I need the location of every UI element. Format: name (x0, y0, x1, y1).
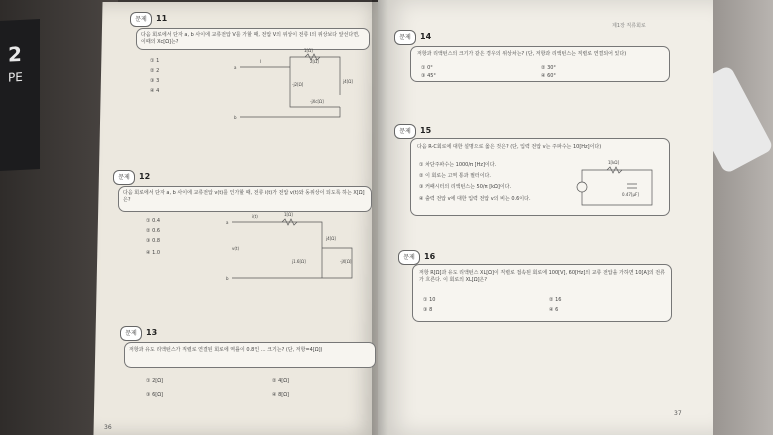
q16-box (412, 264, 672, 322)
q13-question: 저항과 유도 리액턴스가 직렬로 연결된 회로에 역률이 0.8인 ... 크기는? (단, 저항=4[Ω]) (129, 347, 323, 353)
q12-label-jx: -jX[Ω] (340, 259, 352, 264)
q15-number: 15 (420, 126, 432, 135)
q16-option-4: ④ 6 (549, 307, 559, 313)
q14-heading (394, 30, 431, 45)
book-spine-number: 2 (8, 41, 22, 67)
q11-heading (130, 12, 167, 27)
q11-option-4: ④ 4 (150, 88, 160, 94)
q14-box (410, 46, 670, 82)
q12-label-r: 1[Ω] (284, 212, 293, 217)
q15-circuit (572, 160, 664, 210)
q12-terminal-a: a (226, 220, 229, 225)
q12-option-4: ④ 1.0 (146, 250, 161, 256)
left-page-number: 36 (104, 424, 112, 431)
q15-heading (394, 124, 431, 139)
q14-question: 저항과 리액턴스의 크기가 같은 경우의 위상차는? (단, 저항과 리액턴스는 직렬로 연결되어 있다) (417, 51, 627, 57)
q13-option-3: ③ 6[Ω] (146, 392, 163, 398)
q14-tag: 문제 (394, 30, 416, 45)
q16-question: 저항 R[Ω]과 유도 리액턴스 XL[Ω]이 직렬로 접속된 회로에 100[V], 60[Hz]의 교류 전압을 가하면 10[A]의 전류가 흐른다. 이 회로의 XL[Ω]은? (419, 270, 665, 283)
q11-label-r1: 1[Ω] (304, 48, 313, 53)
q14-option-4: ④ 60° (541, 73, 556, 79)
running-header: 제1장 직류회로 (612, 23, 646, 29)
q12-number: 12 (139, 172, 151, 181)
q16-option-2: ② 16 (549, 297, 562, 303)
q11-circuit (230, 45, 360, 125)
q15-option-4: ④ 출력 전압 v에 대한 입력 전압 v의 비는 0.6이다. (419, 196, 531, 202)
q13-option-2: ② 4[Ω] (272, 378, 289, 384)
q13-heading (120, 326, 157, 341)
q13-box (124, 342, 376, 368)
q11-label-r2: 2[Ω] (310, 59, 319, 64)
q16-option-3: ③ 8 (423, 307, 433, 313)
q15-label-r: 1[kΩ] (608, 160, 620, 165)
q13-option-1: ① 2[Ω] (146, 378, 163, 384)
book-gutter (372, 0, 388, 435)
q15-option-3: ③ 커패시터의 리액턴스는 50/π [kΩ]이다. (419, 184, 512, 190)
q11-tag: 문제 (130, 12, 152, 27)
q11-label-j4: j4[Ω] (343, 79, 353, 84)
q15-option-2: ② 이 회로는 고역 통과 필터이다. (419, 173, 491, 179)
q13-option-4: ④ 8[Ω] (272, 392, 289, 398)
q13-tag: 문제 (120, 326, 142, 341)
q15-option-1: ① 차단주파수는 1000/π [Hz]이다. (419, 162, 497, 168)
q12-option-3: ③ 0.8 (146, 238, 161, 244)
q13-number: 13 (146, 328, 158, 337)
q16-number: 16 (424, 252, 436, 261)
q14-option-2: ② 30° (541, 65, 556, 71)
book-spine-letters: PE (8, 69, 23, 85)
q12-question: 다음 회로에서 단자 a, b 사이에 교류전압 v(t)를 인가할 때, 전류 i(t)가 전압 v(t)와 동위상이 되도록 하는 X[Ω]은? (123, 190, 365, 203)
q14-number: 14 (420, 32, 432, 41)
q11-question: 다음 회로에서 단자 a, b 사이에 교류전압 V를 가할 때, 전압 V의 위상이 전류 I의 위상보다 앞선다면, 이때의 Xc[Ω]는? (141, 32, 360, 45)
q11-label-jxc: -jXc[Ω] (310, 99, 324, 104)
q16-heading (398, 250, 435, 265)
q11-number: 11 (156, 14, 168, 23)
q12-label-j16: j1.6[Ω] (292, 259, 306, 264)
q11-option-3: ③ 3 (150, 78, 160, 84)
q12-heading (113, 170, 150, 185)
q11-current-label: I (260, 59, 262, 64)
q15-tag: 문제 (394, 124, 416, 139)
q16-option-1: ① 10 (423, 297, 436, 303)
q14-option-1: ① 0° (421, 65, 433, 71)
q11-option-2: ② 2 (150, 68, 160, 74)
right-page-number: 37 (674, 410, 682, 417)
q16-tag: 문제 (398, 250, 420, 265)
q14-option-3: ③ 45° (421, 73, 436, 79)
q12-circuit (222, 208, 372, 288)
q12-label-voltage: v(t) (232, 246, 240, 251)
q15-question: 다음 R-C회로에 대한 설명으로 옳은 것은? (단, 입력 전압 v는 주파수는 10[Hz]이다) (417, 144, 602, 150)
background-book (0, 19, 40, 171)
q11-terminal-b: b (234, 115, 237, 120)
q15-label-c: 0.47[μF] (622, 192, 639, 197)
q11-option-1: ① 1 (150, 58, 160, 64)
q11-terminal-a: a (234, 65, 237, 70)
q12-option-1: ① 0.4 (146, 218, 161, 224)
q12-terminal-b: b (226, 276, 229, 281)
q12-option-2: ② 0.6 (146, 228, 161, 234)
q12-tag: 문제 (113, 170, 135, 185)
q12-label-j4: j4[Ω] (326, 236, 336, 241)
q11-label-jx2: -j2[Ω] (292, 82, 304, 87)
q12-label-current: i(t) (252, 214, 258, 219)
